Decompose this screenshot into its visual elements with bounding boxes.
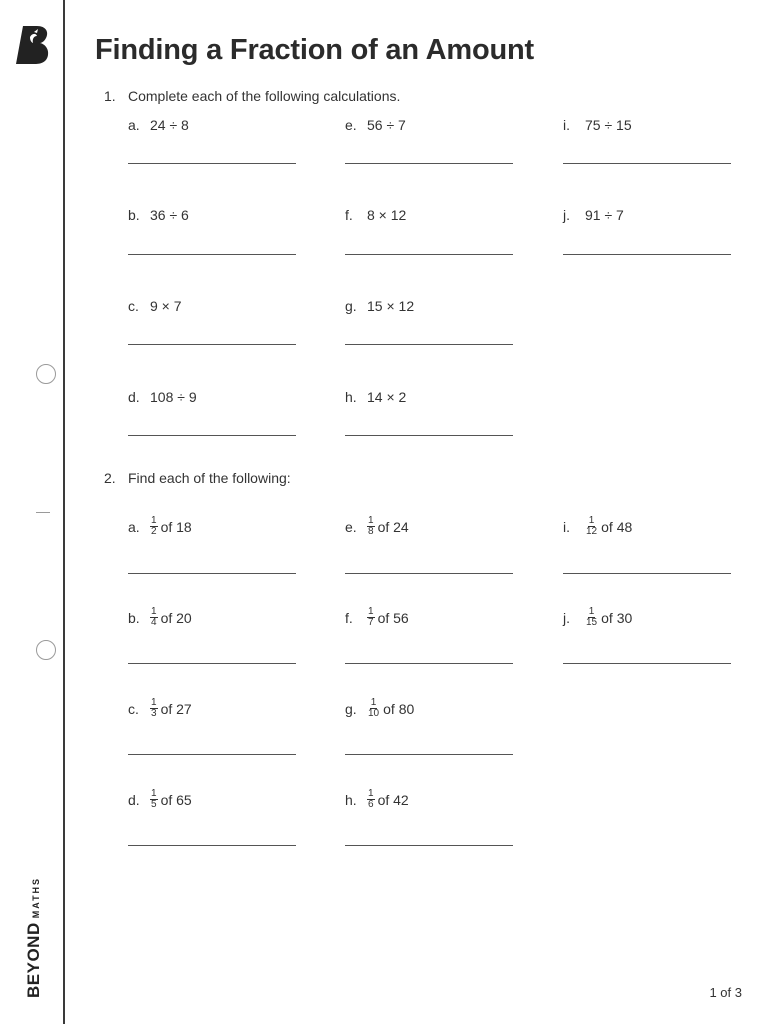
fraction-numerator: 1: [151, 697, 157, 708]
calc-item: [128, 298, 182, 314]
fraction-item: [563, 607, 632, 628]
item-amount: of 42: [377, 791, 409, 808]
fraction: [367, 789, 375, 810]
fraction-item: [128, 698, 192, 719]
calc-item: [345, 117, 406, 133]
item-amount: of 30: [601, 609, 633, 626]
item-expression: 9 × 7: [150, 298, 182, 314]
section-1-number: 1.: [104, 88, 116, 104]
item-letter: c.: [128, 298, 139, 314]
calc-item: [128, 389, 197, 405]
fraction: [367, 516, 375, 537]
section-1-instruction: [104, 88, 400, 104]
fraction-denominator: 2: [151, 526, 157, 537]
item-letter: j.: [563, 207, 570, 223]
item-amount: of 24: [377, 518, 409, 535]
answer-line[interactable]: [345, 845, 513, 846]
item-letter: i.: [563, 518, 570, 535]
fraction-numerator: 1: [588, 515, 595, 526]
fraction-numerator: 1: [151, 515, 157, 526]
item-letter: b.: [128, 207, 140, 223]
fraction-numerator: 1: [368, 515, 374, 526]
answer-line[interactable]: [563, 663, 731, 664]
fraction-numerator: 1: [151, 788, 157, 799]
item-letter: d.: [128, 389, 140, 405]
item-expression: 36 ÷ 6: [150, 207, 189, 223]
brand-sub-text: MATHS: [31, 876, 41, 919]
fraction-item: [345, 516, 409, 537]
answer-line[interactable]: [345, 663, 513, 664]
brand-main-text: BEYOND: [24, 922, 43, 998]
answer-line[interactable]: [563, 163, 731, 164]
item-expression: 91 ÷ 7: [585, 207, 624, 223]
fraction: [367, 698, 380, 719]
section-1-text: Complete each of the following calculations.: [128, 88, 401, 104]
answer-line[interactable]: [345, 344, 513, 345]
punch-hole-bottom: [36, 640, 56, 660]
item-expression: 15 × 12: [367, 298, 415, 314]
fraction-numerator: 1: [370, 697, 377, 708]
fraction: [367, 607, 375, 628]
item-amount: of 48: [601, 518, 633, 535]
calc-item: [128, 117, 189, 133]
item-amount: of 27: [160, 700, 192, 717]
calc-item: [563, 117, 632, 133]
item-expression: 14 × 2: [367, 389, 407, 405]
item-letter: c.: [128, 700, 139, 717]
calc-item: [563, 207, 624, 223]
fraction-item: [345, 607, 409, 628]
answer-line[interactable]: [345, 435, 513, 436]
item-expression: 8 × 12: [367, 207, 407, 223]
fraction-item: [563, 516, 632, 537]
answer-line[interactable]: [128, 254, 296, 255]
item-letter: h.: [345, 791, 357, 808]
item-amount: of 20: [160, 609, 192, 626]
answer-line[interactable]: [128, 344, 296, 345]
fraction-item: [128, 516, 192, 537]
item-letter: e.: [345, 518, 357, 535]
item-letter: b.: [128, 609, 140, 626]
section-2-text: Find each of the following:: [128, 470, 291, 486]
answer-line[interactable]: [128, 754, 296, 755]
item-letter: d.: [128, 791, 140, 808]
calc-item: [345, 298, 414, 314]
item-letter: f.: [345, 207, 353, 223]
fold-mark: [36, 512, 50, 513]
beyond-logo-icon: [16, 24, 52, 66]
item-amount: of 65: [160, 791, 192, 808]
fraction: [150, 789, 158, 810]
fraction: [585, 516, 598, 537]
page-title: Finding a Fraction of an Amount: [95, 34, 534, 66]
margin-rule: [63, 0, 65, 1024]
item-letter: g.: [345, 298, 357, 314]
fraction: [150, 516, 158, 537]
item-letter: g.: [345, 700, 357, 717]
fraction-denominator: 3: [151, 708, 157, 719]
answer-line[interactable]: [345, 254, 513, 255]
answer-line[interactable]: [128, 573, 296, 574]
fraction-numerator: 1: [368, 606, 374, 617]
fraction-item: [345, 789, 409, 810]
item-amount: of 18: [160, 518, 192, 535]
item-expression: 108 ÷ 9: [150, 389, 197, 405]
answer-line[interactable]: [345, 754, 513, 755]
answer-line[interactable]: [345, 573, 513, 574]
fraction-denominator: 15: [586, 617, 598, 628]
section-2-instruction: [104, 470, 291, 486]
item-expression: 56 ÷ 7: [367, 117, 406, 133]
answer-line[interactable]: [128, 163, 296, 164]
calc-item: [128, 207, 189, 223]
fraction-numerator: 1: [151, 606, 157, 617]
fraction-denominator: 4: [151, 617, 157, 628]
item-letter: h.: [345, 389, 357, 405]
item-expression: 75 ÷ 15: [585, 117, 632, 133]
calc-item: [345, 207, 406, 223]
fraction: [150, 698, 158, 719]
fraction: [585, 607, 598, 628]
fraction-denominator: 10: [368, 708, 380, 719]
answer-line[interactable]: [563, 573, 731, 574]
answer-line[interactable]: [128, 845, 296, 846]
item-letter: i.: [563, 117, 570, 133]
fraction-denominator: 6: [368, 799, 374, 810]
fraction-item: [128, 607, 192, 628]
section-2-number: 2.: [104, 470, 116, 486]
item-letter: e.: [345, 117, 357, 133]
fraction-item: [128, 789, 192, 810]
item-letter: j.: [563, 609, 570, 626]
calc-item: [345, 389, 406, 405]
fraction-numerator: 1: [368, 788, 374, 799]
item-amount: of 80: [383, 700, 415, 717]
answer-line[interactable]: [128, 435, 296, 436]
answer-line[interactable]: [128, 663, 296, 664]
page-indicator: 1 of 3: [709, 985, 742, 1000]
fraction-denominator: 7: [368, 617, 374, 628]
item-expression: 24 ÷ 8: [150, 117, 189, 133]
fraction-item: [345, 698, 414, 719]
punch-hole-top: [36, 364, 56, 384]
fraction: [150, 607, 158, 628]
fraction-numerator: 1: [588, 606, 595, 617]
item-letter: f.: [345, 609, 353, 626]
item-letter: a.: [128, 518, 140, 535]
answer-line[interactable]: [345, 163, 513, 164]
item-amount: of 56: [377, 609, 409, 626]
fraction-denominator: 8: [368, 526, 374, 537]
answer-line[interactable]: [563, 254, 731, 255]
fraction-denominator: 5: [151, 799, 157, 810]
item-letter: a.: [128, 117, 140, 133]
fraction-denominator: 12: [586, 526, 598, 537]
